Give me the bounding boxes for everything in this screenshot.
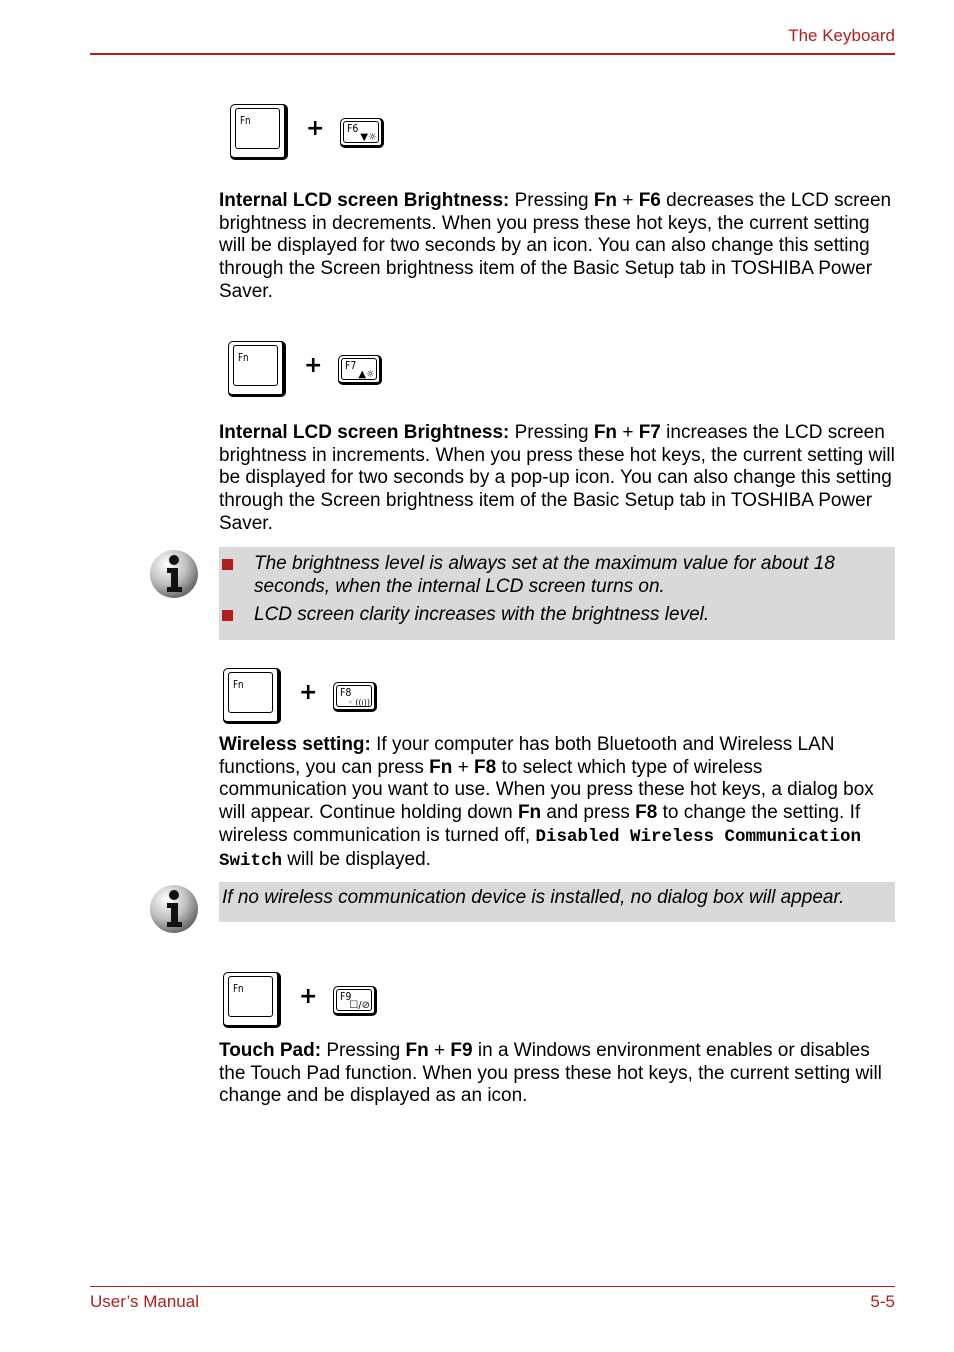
paragraph-wireless-setting: Wireless setting: If your computer has both Bluetooth and Wireless LAN functions, you can press Fn + F8 to select which type of wireless communication you want to use. When you press these hot keys, a dialog box will appear. Continue holding down Fn and press F8 to change the setting. If wireless communication is turned off, Disabled Wireless Communication Switch will be displayed. [219,734,874,871]
fn-key [230,104,288,160]
touchpad-icon: ☐/⊘ [349,1000,370,1011]
square-bullet-icon [222,559,233,570]
plus-sign: + [299,680,318,705]
paragraph-brightness-up: Internal LCD screen Brightness: Pressing Fn + F7 increases the LCD screen brightness in increments. When you press these hot keys, the current setting will be displayed for two seconds by a pop-up icon. You can also change this setting through the Screen brightness item of the Basic Setup tab in TOSHIBA Power Saver. [219,422,895,534]
fn-key-label: Fn [233,982,244,995]
plus-sign: + [306,116,325,141]
fn-key [223,972,281,1028]
fn-key [223,668,281,724]
f6-key-label: F6 [347,122,359,135]
page-number: 5-5 [870,1292,895,1311]
message-text: Disabled Wireless Communication Switch [219,826,862,871]
note-box [219,547,895,640]
fn-key [228,341,286,397]
f8-key-label: F8 [340,686,352,699]
term-label: Internal LCD screen Brightness: [219,422,510,443]
info-icon [148,883,200,935]
fn-key-label: Fn [238,351,249,364]
fn-key-label: Fn [240,114,251,127]
footer-rule [90,1286,895,1287]
note-box [219,882,895,922]
term-label: Wireless setting: [219,734,371,755]
paragraph-brightness-down: Internal LCD screen Brightness: Pressing Fn + F6 decreases the LCD screen brightness in decrements. When you press these hot keys, the current setting will be displayed for two seconds by an icon. You can also change this setting through the Screen brightness item of the Basic Setup tab in TOSHIBA Power Saver. [219,190,892,302]
f9-key-label: F9 [340,990,352,1003]
note-item: The brightness level is always set at the maximum value for about 18 seconds, when the internal LCD screen turns on. [219,553,895,598]
note-item: LCD screen clarity increases with the brightness level. [219,604,895,627]
term-label: Internal LCD screen Brightness: [219,190,510,211]
paragraph-touch-pad: Touch Pad: Pressing Fn + F9 in a Windows environment enables or disables the Touch Pad function. When you press these hot keys, the current setting will change and be displayed as an icon. [219,1040,882,1107]
f7-key [338,355,382,385]
brightness-down-icon: ▼☼ [360,132,377,143]
footer-manual-title: User’s Manual [90,1292,199,1311]
f6-key [340,118,384,148]
brightness-up-icon: ▲☼ [358,369,375,380]
note-item: If no wireless communication device is installed, no dialog box will appear. [222,887,845,908]
plus-sign: + [299,984,318,1009]
plus-sign: + [304,353,323,378]
square-bullet-icon [222,610,233,621]
running-header-title: The Keyboard [788,26,895,45]
f8-key [333,682,377,712]
f7-key-label: F7 [345,359,357,372]
info-icon [148,548,200,600]
term-label: Touch Pad: [219,1040,322,1061]
header-rule [90,53,895,55]
wireless-icon: ◦ ((ı)) [348,698,370,707]
f9-key [333,986,377,1016]
fn-key-label: Fn [233,678,244,691]
